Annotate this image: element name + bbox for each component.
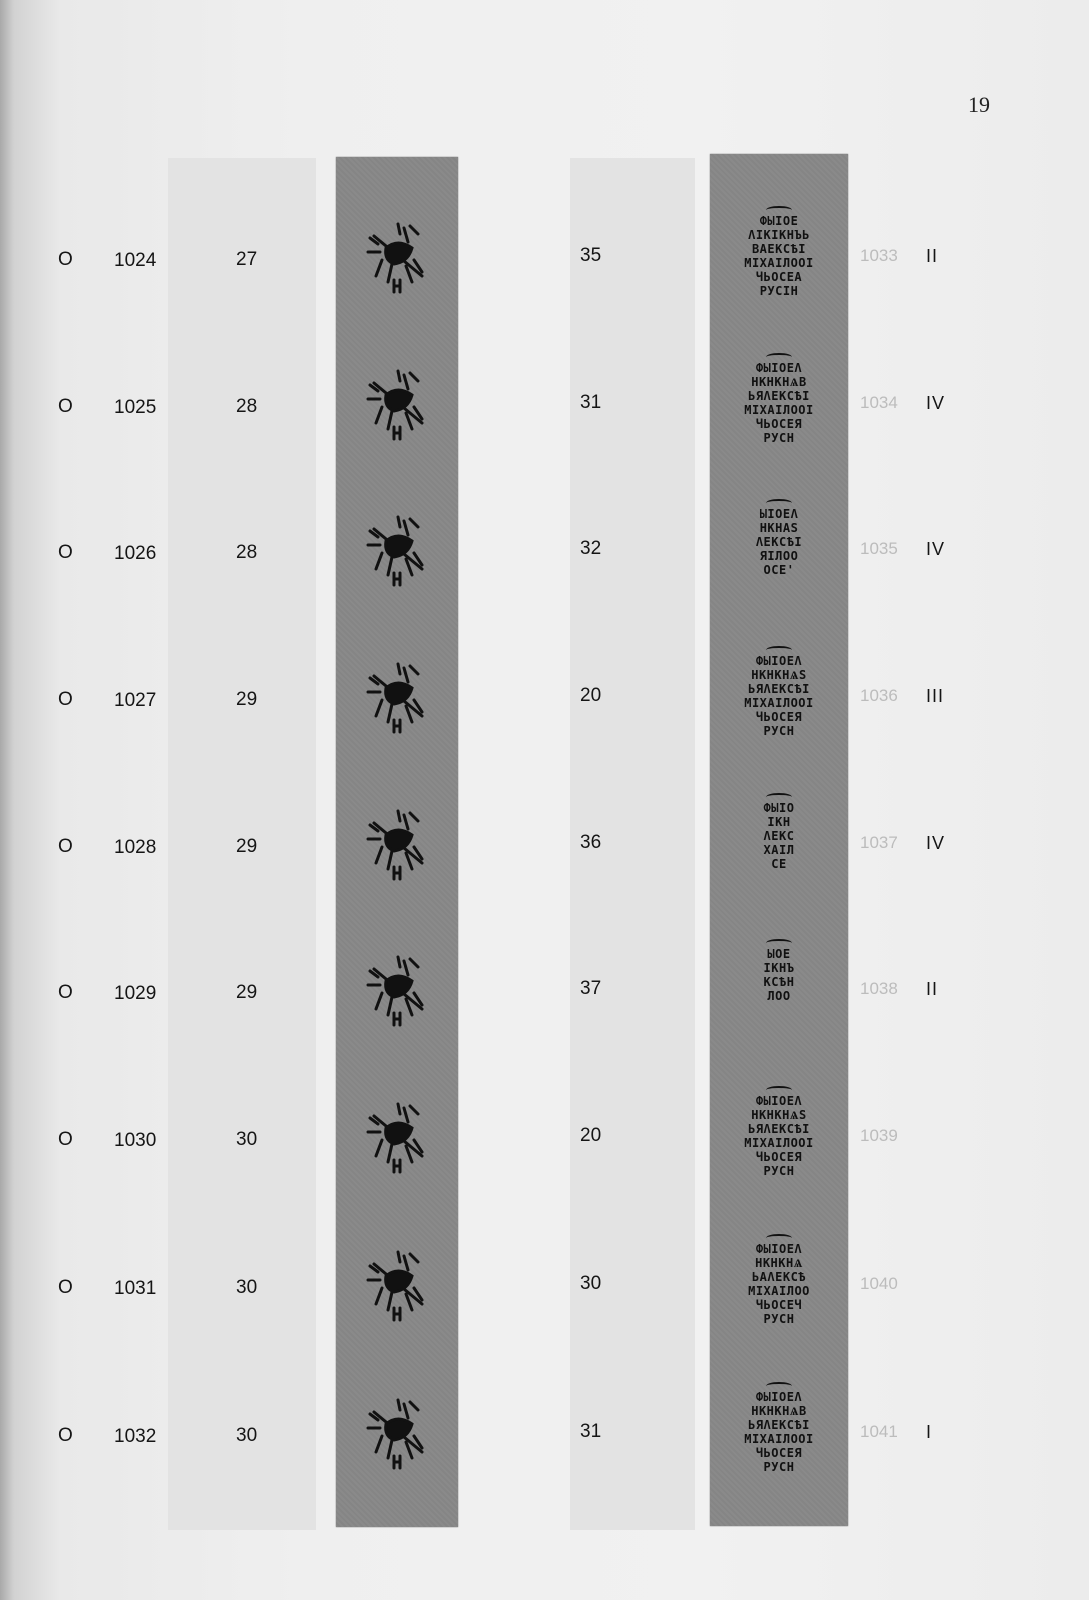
seal-inscription-image	[719, 353, 839, 445]
row-prefix: O	[58, 1425, 73, 1446]
inscription-line: ЬЯΛЕКСѢІ	[748, 1418, 810, 1432]
catalog-number: 1030	[114, 1130, 157, 1151]
inscription-line: ФЫІОЕΛ	[755, 654, 803, 668]
roman-numeral: IV	[926, 833, 946, 853]
inscription-line: ЬЯΛЕКСѢІ	[748, 1122, 810, 1136]
titlo-mark	[766, 1234, 792, 1242]
inscription-line: РУСН	[763, 431, 795, 445]
titlo-mark	[766, 499, 792, 507]
left-value: 30	[236, 1277, 258, 1298]
roman-numeral: I	[926, 1422, 933, 1442]
ghost-catalog-number: 1037	[860, 833, 898, 852]
seal-inscription-image	[719, 206, 839, 298]
titlo-mark	[766, 1086, 792, 1094]
titlo-mark	[766, 939, 792, 947]
roman-numeral: II	[926, 979, 939, 999]
inscription-line: МІХАІЛООІ	[744, 1432, 814, 1446]
seal-inscription-image	[719, 499, 839, 577]
catalog-number: 1031	[114, 1278, 157, 1299]
inscription-line: ФЫІО	[763, 801, 795, 815]
row-prefix: O	[58, 249, 73, 270]
roman-numeral: III	[926, 686, 945, 706]
roman-numeral: IV	[926, 393, 946, 413]
seal-inscription-image	[719, 1382, 839, 1474]
ghost-catalog-number: 1033	[860, 246, 898, 265]
inscription-line: ЫІОЕΛ	[759, 507, 799, 521]
right-value: 30	[580, 1273, 602, 1294]
seal-inscription-image	[719, 646, 839, 738]
right-value: 37	[580, 978, 602, 999]
inscription-line: РУСІН	[759, 284, 799, 298]
inscription-line: ФЫІОЕΛ	[755, 1094, 803, 1108]
seal-inscription-image	[719, 1086, 839, 1178]
catalog-number: 1025	[114, 397, 157, 418]
inscription-line: КСѢН	[763, 975, 795, 989]
inscription-line: НКНКНѦВ	[751, 1404, 807, 1418]
ghost-catalog-number: 1040	[860, 1274, 898, 1293]
inscription-line: ФЫІОЕΛ	[755, 1390, 803, 1404]
inscription-line: ЧЬОСЕЯ	[755, 710, 803, 724]
inscription-line: ΛЕКС	[763, 829, 795, 843]
seal-inscription-image	[719, 1234, 839, 1326]
inscription-line: ЧЬОСЕА	[755, 270, 803, 284]
seal-inscription-image	[719, 793, 839, 871]
inscription-line: ЬЯΛЕКСѢІ	[748, 682, 810, 696]
ghost-catalog-number: 1035	[860, 539, 898, 558]
left-value: 27	[236, 249, 258, 270]
inscription-line: НКНКНѦ	[755, 1256, 803, 1270]
page-number: 19	[968, 92, 990, 117]
right-value: 32	[580, 538, 602, 559]
left-value: 30	[236, 1129, 258, 1150]
row-prefix: O	[58, 1129, 73, 1150]
row-prefix: O	[58, 542, 73, 563]
catalog-number: 1024	[114, 250, 157, 271]
titlo-mark	[766, 1382, 792, 1390]
right-value: 20	[580, 685, 602, 706]
left-value: 29	[236, 689, 258, 710]
inscription-line: НКНКНѦЅ	[751, 668, 807, 682]
inscription-line: НКНКНѦВ	[751, 375, 807, 389]
seal-rider-image	[352, 208, 444, 300]
inscription-line: СЕ	[771, 857, 787, 871]
inscription-line: ЧЬОСЕЯ	[755, 1446, 803, 1460]
left-value: 28	[236, 396, 258, 417]
catalog-number: 1027	[114, 690, 157, 711]
ghost-catalog-number: 1034	[860, 393, 898, 412]
titlo-mark	[766, 353, 792, 361]
catalog-number: 1029	[114, 983, 157, 1004]
titlo-mark	[766, 206, 792, 214]
inscription-line: ЧЬОСЕЯ	[755, 1150, 803, 1164]
left-value: 29	[236, 982, 258, 1003]
seal-rider-image	[352, 648, 444, 740]
right-value: 20	[580, 1125, 602, 1146]
inscription-line: ЧЬОСЕЧ	[755, 1298, 803, 1312]
inscription-line: РУСН	[763, 724, 795, 738]
inscription-line: ФЫІОЕΛ	[755, 361, 803, 375]
inscription-line: РУСН	[763, 1164, 795, 1178]
inscription-line: МІХАІЛООІ	[744, 256, 814, 270]
right-value: 31	[580, 392, 602, 413]
ghost-catalog-number: 1036	[860, 686, 898, 705]
inscription-line: МІХАІЛООІ	[744, 403, 814, 417]
inscription-line: ХАІЛ	[763, 843, 795, 857]
ghost-catalog-number: 1039	[860, 1126, 898, 1145]
row-prefix: O	[58, 982, 73, 1003]
inscription-line: ЫОЕ	[767, 947, 791, 961]
inscription-line: ІКНЪ	[763, 961, 795, 975]
inscription-line: ВАЕКСѢІ	[751, 242, 807, 256]
inscription-line: РУСН	[763, 1460, 795, 1474]
catalog-number: 1026	[114, 543, 157, 564]
titlo-mark	[766, 646, 792, 654]
inscription-line: ЧЬОСЕЯ	[755, 417, 803, 431]
inscription-line: НКНКНѦЅ	[751, 1108, 807, 1122]
left-value: 28	[236, 542, 258, 563]
inscription-line: ЬЯΛЕКСѢІ	[748, 389, 810, 403]
inscription-line: ФЫІОЕ	[759, 214, 799, 228]
inscription-line: ΛЕКСѢІ	[755, 535, 803, 549]
inscription-line: РУСН	[763, 1312, 795, 1326]
seal-rider-image	[352, 501, 444, 593]
inscription-line: ІКН	[767, 815, 791, 829]
inscription-line: ΛІКІКНЪЬ	[748, 228, 810, 242]
titlo-mark	[766, 793, 792, 801]
roman-numeral: II	[926, 246, 939, 266]
inscription-line: ОСЕ'	[763, 563, 795, 577]
inscription-line: МІХАІЛООІ	[744, 696, 814, 710]
seal-rider-image	[352, 795, 444, 887]
seal-rider-image	[352, 1384, 444, 1476]
inscription-line: МІХАІЛОО	[748, 1284, 810, 1298]
seal-rider-image	[352, 355, 444, 447]
seal-rider-image	[352, 941, 444, 1033]
inscription-line: ЯІЛОО	[759, 549, 799, 563]
catalog-number: 1028	[114, 837, 157, 858]
row-prefix: O	[58, 689, 73, 710]
inscription-line: ЬАΛЕКСѢ	[751, 1270, 807, 1284]
catalog-number: 1032	[114, 1426, 157, 1447]
left-value: 29	[236, 836, 258, 857]
row-prefix: O	[58, 396, 73, 417]
row-prefix: O	[58, 836, 73, 857]
seal-rider-image	[352, 1236, 444, 1328]
ghost-catalog-number: 1038	[860, 979, 898, 998]
seal-inscription-image	[719, 939, 839, 1003]
seal-rider-image	[352, 1088, 444, 1180]
right-value: 35	[580, 245, 602, 266]
row-prefix: O	[58, 1277, 73, 1298]
right-value: 36	[580, 832, 602, 853]
inscription-line: ФЫІОЕΛ	[755, 1242, 803, 1256]
left-value: 30	[236, 1425, 258, 1446]
roman-numeral: IV	[926, 539, 946, 559]
right-value: 31	[580, 1421, 602, 1442]
inscription-line: НКНАЅ	[759, 521, 799, 535]
inscription-line: МІХАІЛООІ	[744, 1136, 814, 1150]
inscription-line: ЛОО	[767, 989, 791, 1003]
ghost-catalog-number: 1041	[860, 1422, 898, 1441]
